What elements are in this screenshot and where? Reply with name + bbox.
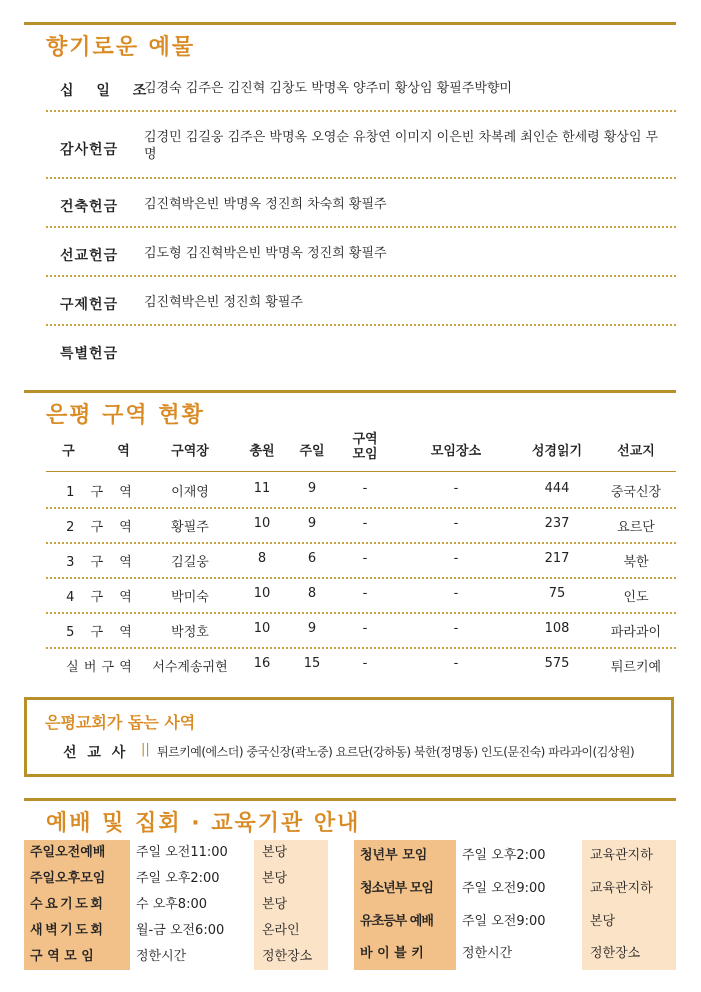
schedule-label: 새 벽 기 도 회	[24, 918, 130, 944]
schedule-time: 주일 오후2:00	[136, 871, 220, 886]
schedule-label: 유초등부 예배	[354, 905, 456, 938]
cell-leader: 서수계송귀현	[152, 660, 228, 675]
cell-place: -	[453, 656, 459, 671]
schedule-place: 온라인	[254, 918, 328, 944]
col-header-district: 구 역	[62, 444, 130, 459]
schedule-time: 정한시간	[462, 946, 513, 961]
districts-title: 은평 구역 현황	[46, 403, 205, 428]
cell-meeting: -	[362, 516, 368, 531]
cell-leader: 이재영	[171, 485, 209, 500]
schedule-label: 주일오전예배	[24, 840, 130, 866]
offering-label: 건축헌금	[60, 199, 119, 215]
offering-label: 선교헌금	[60, 248, 119, 264]
col-header-leader: 구역장	[171, 444, 209, 459]
cell-district: 1 구 역	[66, 485, 132, 500]
divider	[46, 177, 676, 179]
cell-district: 3 구 역	[66, 555, 132, 570]
cell-sunday: 9	[307, 516, 317, 531]
cell-place: -	[453, 516, 459, 531]
schedule-label: 청년부 모임	[354, 840, 456, 872]
offering-label: 구제헌금	[60, 297, 119, 313]
schedule-place: 본당	[254, 840, 328, 866]
divider	[46, 275, 676, 277]
table-header-line	[46, 471, 676, 472]
schedule-time: 주일 오전9:00	[462, 881, 546, 896]
cell-bible: 575	[544, 656, 570, 671]
schedule-table	[24, 840, 676, 970]
cell-bible: 237	[544, 516, 570, 531]
section-rule	[24, 798, 676, 801]
schedule-place: 교육관지하	[582, 840, 676, 872]
offering-label: 특별헌금	[60, 346, 119, 362]
offering-names: 김진혁박은빈 박명옥 정진희 차숙희 황필주	[144, 197, 387, 212]
cell-place: -	[453, 621, 459, 636]
schedule-label: 청소년부 모임	[354, 872, 456, 905]
cell-meeting: -	[362, 586, 368, 601]
table-row	[46, 508, 676, 542]
schedule-place: 정한장소	[254, 944, 328, 970]
divider	[46, 226, 676, 228]
cell-missionary: 요르단	[617, 520, 655, 535]
table-row	[46, 578, 676, 612]
cell-place: -	[453, 551, 459, 566]
cell-sunday: 6	[307, 551, 317, 566]
schedule-place: 교육관지하	[582, 872, 676, 905]
offering-names: 김경숙 김주은 김진혁 김창도 박명옥 양주미 황상임 황필주박향미	[144, 81, 512, 96]
schedule-label: 구 역 모 임	[24, 944, 130, 970]
mission-separator: ||	[141, 742, 150, 757]
cell-district: 5 구 역	[66, 625, 132, 640]
table-row	[46, 473, 676, 507]
cell-total: 10	[253, 586, 271, 601]
schedule-place: 본당	[254, 866, 328, 892]
cell-district: 실 버 구 역	[66, 660, 132, 675]
cell-district: 2 구 역	[66, 520, 132, 535]
mission-box	[24, 697, 674, 777]
cell-sunday: 9	[307, 481, 317, 496]
cell-leader: 박미숙	[171, 590, 209, 605]
col-header-place: 모임장소	[430, 444, 482, 459]
cell-total: 16	[253, 656, 271, 671]
schedule-label: 주일오후모임	[24, 866, 130, 892]
schedule-time: 주일 오전11:00	[136, 845, 228, 860]
schedule-time: 주일 오후2:00	[462, 848, 546, 863]
cell-bible: 444	[544, 481, 570, 496]
col-header-total: 총원	[249, 444, 275, 459]
cell-bible: 217	[544, 551, 570, 566]
schedule-time: 월-금 오전6:00	[136, 923, 225, 938]
mission-list: 튀르키예(에스더) 중국신장(곽노중) 요르단(강하동) 북한(정명동) 인도(문진숙) 파라과이(김상원)	[157, 745, 635, 759]
schedule-place: 정한장소	[582, 938, 676, 970]
schedule-label: 바 이 블 키	[354, 938, 456, 970]
cell-missionary: 인도	[623, 590, 649, 605]
cell-missionary: 파라과이	[610, 625, 662, 640]
cell-sunday: 8	[307, 586, 317, 601]
cell-total: 10	[253, 516, 271, 531]
offering-label: 십 일 조	[60, 83, 156, 99]
offering-names: 김진혁박은빈 정진희 황필주	[144, 295, 303, 310]
table-row	[46, 648, 676, 682]
cell-missionary: 북한	[623, 555, 649, 570]
mission-title: 은평교회가 돕는 사역	[45, 713, 196, 732]
cell-place: -	[453, 481, 459, 496]
schedule-title: 예배 및 집회 · 교육기관 안내	[46, 811, 361, 836]
cell-total: 11	[253, 481, 271, 496]
col-header-missionary: 선교지	[617, 444, 655, 459]
cell-sunday: 9	[307, 621, 317, 636]
divider	[46, 324, 676, 326]
cell-missionary: 중국신장	[610, 485, 662, 500]
cell-total: 8	[257, 551, 267, 566]
col-header-meeting: 구역모임	[352, 432, 378, 462]
col-header-bible: 성경읽기	[531, 444, 583, 459]
cell-leader: 박정호	[171, 625, 209, 640]
cell-leader: 황필주	[171, 520, 209, 535]
cell-meeting: -	[362, 656, 368, 671]
section-rule	[24, 390, 676, 393]
cell-place: -	[453, 586, 459, 601]
schedule-label: 수 요 기 도 회	[24, 892, 130, 918]
schedule-time: 정한시간	[136, 949, 187, 964]
cell-missionary: 튀르키예	[610, 660, 662, 675]
table-row	[46, 613, 676, 647]
cell-meeting: -	[362, 481, 368, 496]
offering-names: 김경민 김길웅 김주은 박명옥 오영순 유창연 이미지 이은빈 차복례 최인순 한세령 황상임 무명	[144, 130, 659, 162]
cell-meeting: -	[362, 551, 368, 566]
table-row	[46, 543, 676, 577]
col-header-sunday: 주일	[299, 444, 325, 459]
cell-sunday: 15	[303, 656, 321, 671]
cell-total: 10	[253, 621, 271, 636]
cell-bible: 75	[548, 586, 566, 601]
schedule-time: 주일 오전9:00	[462, 914, 546, 929]
offering-label: 감사헌금	[60, 142, 119, 158]
cell-leader: 김길웅	[171, 555, 209, 570]
cell-meeting: -	[362, 621, 368, 636]
cell-bible: 108	[544, 621, 570, 636]
schedule-time: 수 오후8:00	[136, 897, 207, 912]
offering-names: 김도형 김진혁박은빈 박명옥 정진희 황필주	[144, 246, 387, 261]
divider	[46, 110, 676, 112]
schedule-place: 본당	[254, 892, 328, 918]
offerings-title: 향기로운 예물	[46, 35, 196, 60]
cell-district: 4 구 역	[66, 590, 132, 605]
schedule-place: 본당	[582, 905, 676, 938]
mission-label: 선 교 사	[63, 745, 129, 761]
top-rule	[24, 22, 676, 25]
